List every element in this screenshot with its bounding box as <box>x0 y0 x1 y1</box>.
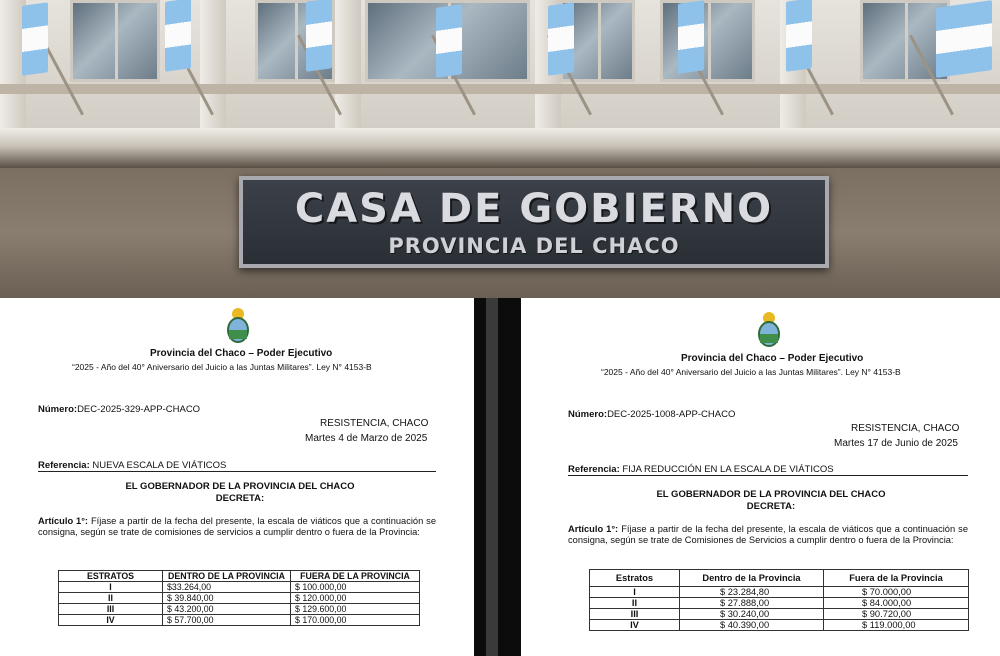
dentro-cell <box>163 582 291 593</box>
article-1 <box>568 524 968 546</box>
currency-symbol: $ <box>720 598 726 608</box>
place: RESISTENCIA, CHACO <box>851 423 960 434</box>
referencia-underline <box>38 471 436 472</box>
flag <box>786 0 812 72</box>
table-row <box>590 620 969 631</box>
governor-heading <box>60 481 420 505</box>
currency-symbol: $ <box>167 615 172 625</box>
amount: 57.700,00 <box>174 615 214 625</box>
amount: 39.840,00 <box>174 593 214 603</box>
header-year-motto: “2025 - Año del 40° Aniversario del Juicio a las Juntas Militares”. Ley N° 4153-B <box>601 367 901 377</box>
col-header-dentro: DENTRO DE LA PROVINCIA <box>163 571 291 582</box>
amount: 70.000,00 <box>869 587 912 597</box>
table-row <box>59 604 420 615</box>
dentro-cell <box>680 587 824 598</box>
window <box>70 0 160 82</box>
amount: 43.200,00 <box>174 604 214 614</box>
building-sign <box>239 176 829 268</box>
referencia-value: NUEVA ESCALA DE VIÁTICOS <box>92 460 227 471</box>
fuera-cell <box>824 598 969 609</box>
table-header-row <box>590 570 969 587</box>
referencia-value: FIJA REDUCCIÓN EN LA ESCALA DE VIÁTICOS <box>622 464 834 475</box>
estrato-cell: I <box>590 587 680 598</box>
flag <box>306 0 332 72</box>
col-header-estratos: Estratos <box>590 570 680 587</box>
amount: 120.000,00 <box>302 593 347 603</box>
amount: 33.264,00 <box>171 582 212 592</box>
article-text: Fíjase a partir de la fecha del presente, la escala de viáticos que a continuación se consigna, según se trate de comisiones de servicios a cumplir dentro o fuera de la Provincia: <box>38 516 436 537</box>
currency-symbol: $ <box>295 593 300 603</box>
table-row <box>59 582 420 593</box>
currency-symbol: $ <box>167 582 172 592</box>
table-row <box>59 593 420 604</box>
fuera-cell <box>824 587 969 598</box>
amount: 30.240,00 <box>727 609 770 619</box>
currency-symbol: $ <box>720 620 726 630</box>
flag <box>936 0 992 78</box>
dentro-cell <box>680 609 824 620</box>
flag <box>22 2 48 76</box>
fuera-cell <box>291 615 420 626</box>
estrato-cell: III <box>590 609 680 620</box>
amount: 23.284,80 <box>727 587 770 597</box>
article-text: Fíjase a partir de la fecha del presente, la escala de viáticos que a continuación se consigna, según se trate de Comisiones de Servicios a cumplir dentro o fuera de la Provincia: <box>568 524 968 545</box>
flag <box>436 4 462 78</box>
amount: 129.600,00 <box>302 604 347 614</box>
currency-symbol: $ <box>720 587 726 597</box>
amount: 84.000,00 <box>869 598 912 608</box>
currency-symbol: $ <box>167 593 172 603</box>
table-row <box>590 598 969 609</box>
decree-document-right <box>521 298 1000 656</box>
fuera-cell <box>824 620 969 631</box>
col-header-fuera: FUERA DE LA PROVINCIA <box>291 571 420 582</box>
estrato-cell: I <box>59 582 163 593</box>
referencia-label: Referencia: <box>38 460 90 471</box>
estrato-cell: II <box>59 593 163 604</box>
article-label: Artículo 1°: <box>568 524 619 534</box>
numero-value: DEC-2025-1008-APP-CHACO <box>607 409 736 420</box>
dentro-cell <box>163 615 291 626</box>
amount: 90.720,00 <box>869 609 912 619</box>
currency-symbol: $ <box>862 587 868 597</box>
amount: 27.888,00 <box>727 598 770 608</box>
document-divider <box>474 298 521 656</box>
dentro-cell <box>680 598 824 609</box>
building-photo <box>0 0 1000 298</box>
dentro-cell <box>163 593 291 604</box>
decree-number <box>568 409 735 420</box>
cornice <box>0 128 1000 168</box>
header-year-motto: “2025 - Año del 40° Aniversario del Juicio a las Juntas Militares”. Ley N° 4153-B <box>72 362 372 372</box>
amount: 40.390,00 <box>727 620 770 630</box>
table-row <box>590 609 969 620</box>
currency-symbol: $ <box>862 609 868 619</box>
dentro-cell <box>680 620 824 631</box>
governor-line: EL GOBERNADOR DE LA PROVINCIA DEL CHACO <box>125 481 355 492</box>
amount: 119.000,00 <box>869 620 916 630</box>
coat-of-arms-icon <box>757 310 781 350</box>
currency-symbol: $ <box>862 598 868 608</box>
referencia <box>38 460 226 471</box>
amount: 170.000,00 <box>302 615 347 625</box>
governor-heading <box>591 489 951 513</box>
col-header-fuera: Fuera de la Provincia <box>824 570 969 587</box>
fuera-cell <box>291 604 420 615</box>
estrato-cell: III <box>59 604 163 615</box>
article-1 <box>38 516 436 538</box>
currency-symbol: $ <box>862 620 868 630</box>
dentro-cell <box>163 604 291 615</box>
currency-symbol: $ <box>167 604 172 614</box>
currency-symbol: $ <box>295 604 300 614</box>
numero-label: Número: <box>38 404 78 415</box>
estrato-cell: II <box>590 598 680 609</box>
table-row <box>590 587 969 598</box>
referencia-label: Referencia: <box>568 464 620 475</box>
currency-symbol: $ <box>295 615 300 625</box>
amount: 100.000,00 <box>302 582 347 592</box>
article-label: Artículo 1°: <box>38 516 89 526</box>
flag <box>165 0 191 72</box>
viaticos-table <box>58 570 420 626</box>
date: Martes 17 de Junio de 2025 <box>834 438 958 449</box>
fuera-cell <box>824 609 969 620</box>
fuera-cell <box>291 593 420 604</box>
header-title: Provincia del Chaco – Poder Ejecutivo <box>681 353 864 364</box>
window-sill <box>0 84 1000 94</box>
decree-document-left <box>0 298 474 656</box>
numero-value: DEC-2025-329-APP-CHACO <box>77 404 201 415</box>
numero-label: Número: <box>568 409 608 420</box>
referencia <box>568 464 834 475</box>
governor-line: EL GOBERNADOR DE LA PROVINCIA DEL CHACO <box>656 489 886 500</box>
decreta-line: DECRETA: <box>746 501 796 512</box>
viaticos-table <box>589 569 969 631</box>
col-header-estratos: ESTRATOS <box>59 571 163 582</box>
decree-number <box>38 404 200 415</box>
window <box>660 0 755 82</box>
coat-of-arms-icon <box>226 306 250 346</box>
table-header-row <box>59 571 420 582</box>
currency-symbol: $ <box>720 609 726 619</box>
referencia-underline <box>568 475 968 476</box>
sign-title: CASA DE GOBIERNO <box>294 186 774 232</box>
col-header-dentro: Dentro de la Provincia <box>680 570 824 587</box>
place: RESISTENCIA, CHACO <box>320 418 429 429</box>
estrato-cell: IV <box>59 615 163 626</box>
fuera-cell <box>291 582 420 593</box>
sign-subtitle: PROVINCIA DEL CHACO <box>388 234 680 258</box>
date: Martes 4 de Marzo de 2025 <box>305 433 428 444</box>
table-row <box>59 615 420 626</box>
estrato-cell: IV <box>590 620 680 631</box>
currency-symbol: $ <box>295 582 300 592</box>
header-title: Provincia del Chaco – Poder Ejecutivo <box>150 348 333 359</box>
flag <box>548 2 574 76</box>
flag <box>678 0 704 74</box>
decreta-line: DECRETA: <box>215 493 265 504</box>
